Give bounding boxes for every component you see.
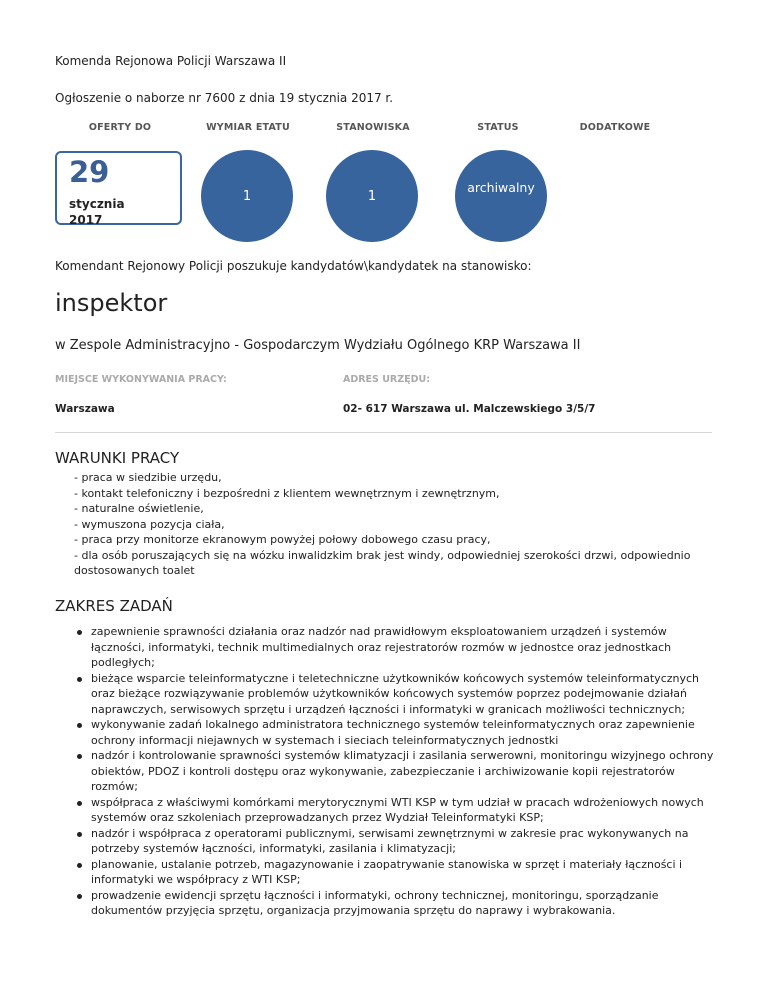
list-item	[74, 748, 714, 795]
status-badge: archiwalny	[455, 150, 547, 242]
list-item	[74, 795, 714, 826]
condition-line: - wymuszona pozycja ciała,	[74, 517, 225, 531]
task-text: współpraca z właściwymi komórkami merytorycznymi WTI KSP w tym udział w pracach wdrożeniowych nowych systemów oraz szkoleniach przeprowadzanych przez Wydział Teleinformatyki KSP;	[91, 795, 704, 824]
address-label: ADRES URZĘDU:	[343, 374, 430, 385]
bullet-icon	[77, 723, 82, 728]
office-name: Komenda Rejonowa Policji Warszawa II	[55, 54, 287, 68]
status-label: STATUS	[477, 122, 519, 133]
workplace-label: MIEJSCE WYKONYWANIA PRACY:	[55, 374, 227, 385]
positions-badge: 1	[326, 150, 418, 242]
conditions-title: WARUNKI PRACY	[55, 449, 180, 467]
deadline-date-box	[55, 151, 182, 225]
bullet-icon	[77, 630, 82, 635]
deadline-day: 29	[69, 155, 110, 189]
bullet-icon	[77, 863, 82, 868]
tasks-list	[74, 624, 714, 919]
condition-line: - praca przy monitorze ekranowym powyżej połowy dobowego czasu pracy,	[74, 533, 491, 546]
condition-line: - praca w siedzibie urzędu,	[74, 471, 222, 484]
task-text: bieżące wsparcie teleinformatyczne i teletechniczne użytkowników końcowych systemów teleinformatycznych oraz bieżące rozwiązywanie problemów użytkowników końcowych systemów poprzez podejmowanie działań naprawczych, serwisowych sprzętu i urządzeń łączności i informatyki w granicach możliwości technicznych;	[91, 671, 700, 716]
list-item	[74, 826, 714, 857]
condition-line: - naturalne oświetlenie,	[74, 502, 204, 515]
task-text: nadzór i kontrolowanie sprawności systemów klimatyzacji i zasilania serwerowni, monitoringu wizyjnego ochrony obiektów, PDOZ i kontroli dostępu oraz wykonywanie, zabezpieczanie i archiwizowanie kopii rejestratorów rozmów;	[91, 749, 714, 793]
deadline-year: 2017	[69, 213, 103, 227]
task-text: planowanie, ustalanie potrzeb, magazynowanie i zaopatrywanie stanowiska w sprzęt i materiały łączności i informatyki we współpracy z WTI KSP;	[91, 857, 683, 886]
list-item	[74, 717, 714, 748]
announcement-title: Ogłoszenie o naborze nr 7600 z dnia 19 stycznia 2017 r.	[55, 91, 394, 105]
bullet-icon	[77, 801, 82, 806]
condition-line: - kontakt telefoniczny i bezpośredni z klientem wewnętrznym i zewnętrznym,	[74, 486, 500, 500]
list-item	[74, 888, 714, 919]
address-value: 02- 617 Warszawa ul. Malczewskiego 3/5/7	[343, 403, 596, 415]
deadline-month-year	[69, 196, 125, 228]
task-text: nadzór i współpraca z operatorami publicznymi, serwisami zewnętrznymi w zakresie prac wykonywanych na potrzeby systemów łączności, informatyki, zasilania i klimatyzacji;	[91, 826, 689, 855]
job-title: inspektor	[55, 289, 168, 317]
fte-label: WYMIAR ETATU	[206, 122, 290, 133]
tasks-title: ZAKRES ZADAŃ	[55, 597, 173, 615]
positions-label: STANOWISKA	[336, 122, 410, 133]
list-item	[74, 857, 714, 888]
condition-line: - dla osób poruszających się na wózku inwalidzkim brak jest windy, odpowiedniej szerokości drzwi, odpowiednio dostosowanych toalet	[74, 548, 691, 577]
extra-label: DODATKOWE	[579, 122, 651, 133]
divider	[55, 432, 712, 433]
bullet-icon	[77, 894, 82, 899]
department-text: w Zespole Administracyjno - Gospodarczym Wydziału Ogólnego KRP Warszawa II	[55, 338, 581, 353]
conditions-list	[74, 470, 714, 579]
list-item	[74, 671, 714, 718]
intro-text: Komendant Rejonowy Policji poszukuje kandydatów\kandydatek na stanowisko:	[55, 259, 532, 273]
task-text: prowadzenie ewidencji sprzętu łączności i informatyki, ochrony technicznej, monitoringu, sporządzanie dokumentów przyjęcia sprzętu, organizacja przyjmowania sprzętu do naprawy i wybrakowania.	[91, 888, 659, 917]
task-text: zapewnienie sprawności działania oraz nadzór nad prawidłowym eksploatowaniem urządzeń i systemów łączności, informatyki, technik multimedialnych oraz rejestratorów rozmów w jednostce oraz jednostkach podległych;	[91, 625, 672, 669]
bullet-icon	[77, 832, 82, 837]
deadline-label: OFERTY DO	[88, 122, 152, 133]
workplace-value: Warszawa	[55, 403, 115, 415]
bullet-icon	[77, 754, 82, 759]
bullet-icon	[77, 677, 82, 682]
task-text: wykonywanie zadań lokalnego administratora technicznego systemów teleinformatycznych oraz zapewnienie ochrony informacji niejawnych w systemach i sieciach teleinformatycznych jednostki	[91, 718, 695, 747]
deadline-month: stycznia	[69, 197, 125, 211]
fte-badge: 1	[201, 150, 293, 242]
list-item	[74, 624, 714, 671]
